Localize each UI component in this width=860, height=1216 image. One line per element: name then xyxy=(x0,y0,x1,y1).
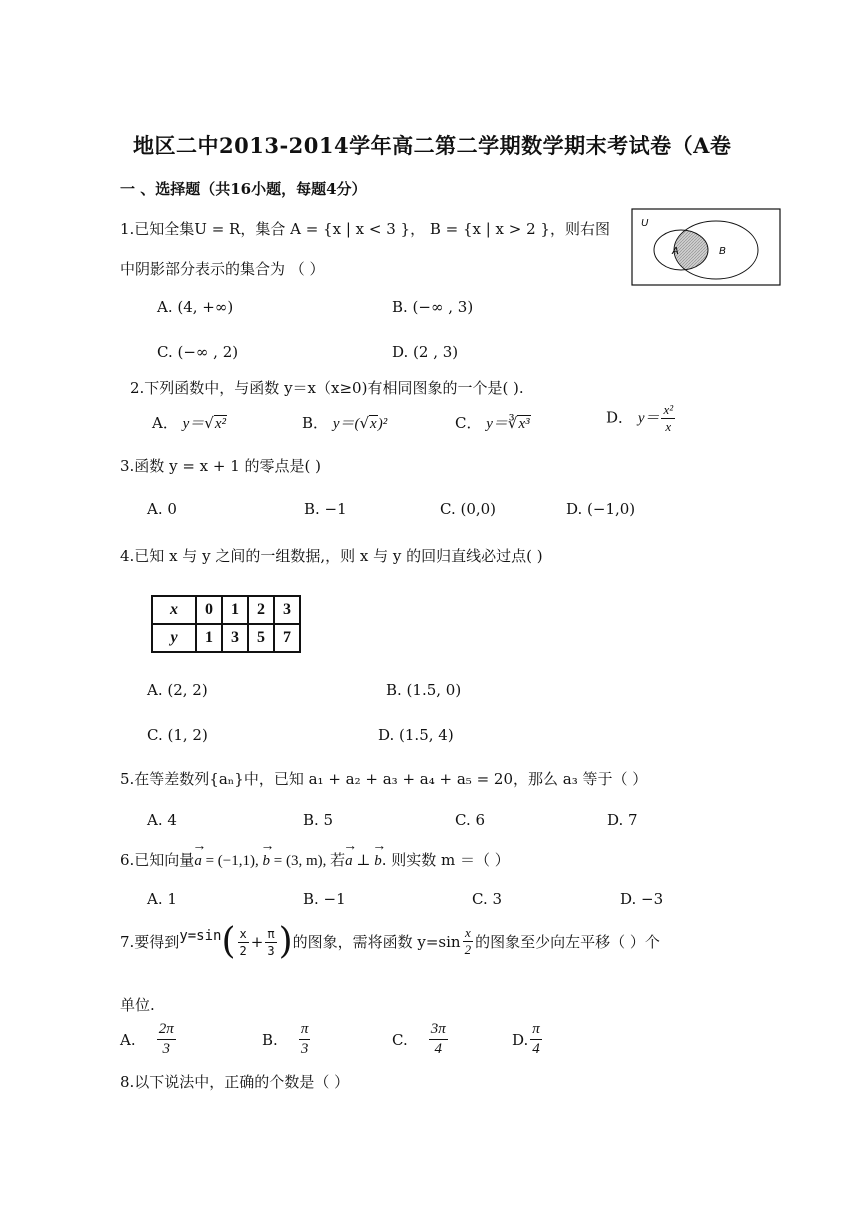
q6-vector-b-value: = (3, m), 若 xyxy=(269,853,346,869)
q7-option-a-denominator: 3 xyxy=(162,1041,170,1057)
question-1-stem-line2: 中阴影部分表示的集合为 （ ） xyxy=(120,260,325,278)
q7-option-d-numerator: π xyxy=(530,1020,542,1040)
q3-option-b: B. −1 xyxy=(304,500,347,518)
q6-stem-suffix: . 则实数 m ＝（ ） xyxy=(381,851,510,869)
q7-option-a-label: A. xyxy=(120,1030,136,1049)
question-2-stem: 2.下列函数中，与函数 y＝x（x≥0)有相同图象的一个是( ). xyxy=(130,379,524,397)
q2-option-b-radicand: x xyxy=(370,416,377,432)
table-cell: 1 xyxy=(196,624,222,652)
q7-option-a-numerator: 2π xyxy=(157,1020,176,1040)
data-table xyxy=(151,595,301,653)
table-cell: 3 xyxy=(274,596,300,624)
q7-stem-middle: 的图象，需将函数 y=sin xyxy=(292,933,461,951)
section-heading: 一 、选择题（共16小题，每题4分） xyxy=(120,180,367,198)
table-cell: 3 xyxy=(222,624,248,652)
q7-frac3-numerator: x xyxy=(464,925,471,940)
q7-option-a xyxy=(120,1020,178,1059)
q1-option-d: D. (2 , 3) xyxy=(392,343,459,361)
q2-option-a: A． y＝√x² xyxy=(152,414,227,432)
q2-option-a-lhs: y＝ xyxy=(182,416,205,432)
q6-vector-b: → b xyxy=(262,853,270,870)
q2-option-b: B． y＝(√x)² xyxy=(302,414,388,432)
table-cell: y xyxy=(152,624,196,652)
q2-option-d-numerator: x² xyxy=(663,402,674,417)
table-cell: x xyxy=(152,596,196,624)
q1-option-a: A. (4, +∞) xyxy=(157,298,234,316)
q2-option-b-lhs: y＝( xyxy=(332,416,360,432)
q6-perpendicular-symbol: ⊥ xyxy=(352,853,375,869)
question-7-stem: 7.要得到 y=sin ( $\frac{x}{2}$ + $\frac{\pi}{3}$ ) 的图象，需将函数 y=sin $\frac{x}{2}$ 的图象至少向左平移（ ）个 xyxy=(120,921,660,962)
q6-vector-b-condition: → b xyxy=(374,853,382,870)
q7-option-d-label: D. xyxy=(512,1030,529,1049)
q5-option-c: C. 6 xyxy=(455,811,486,829)
venn-label-a: A xyxy=(672,246,679,257)
q3-option-d: D. (−1,0) xyxy=(566,500,636,518)
table-cell: 2 xyxy=(248,596,274,624)
data-table-row-x xyxy=(152,596,300,624)
q2-option-d-denominator: x xyxy=(665,419,672,434)
data-table-row-y xyxy=(152,624,300,652)
q7-frac2-denominator: 3 xyxy=(267,943,275,958)
q6-option-c: C. 3 xyxy=(472,890,503,908)
q6-vector-a: → a xyxy=(194,853,202,870)
question-6-stem xyxy=(120,849,510,870)
venn-label-u: U xyxy=(641,218,649,229)
q7-stem-prefix: 7.要得到 xyxy=(120,933,180,951)
q6-vector-a-value: = (−1,1), xyxy=(201,853,263,869)
table-cell: 7 xyxy=(274,624,300,652)
q7-frac1-denominator: 2 xyxy=(239,943,247,958)
q2-option-d xyxy=(606,402,677,435)
q2-option-c-label: C． xyxy=(455,414,482,432)
table-cell: 1 xyxy=(222,596,248,624)
q2-option-b-label: B． xyxy=(302,414,329,432)
question-4-stem: 4.已知 x 与 y 之间的一组数据,，则 x 与 y 的回归直线必过点( ) xyxy=(120,547,543,565)
q7-stem-suffix: 的图象至少向左平移（ ）个 xyxy=(475,933,660,951)
q4-option-b: B. (1.5, 0) xyxy=(386,681,462,699)
q5-option-a: A. 4 xyxy=(147,811,177,829)
q3-option-a: A. 0 xyxy=(147,500,177,518)
q6-option-a: A. 1 xyxy=(147,890,177,908)
q2-option-c xyxy=(455,412,531,433)
q7-option-c-numerator: 3π xyxy=(429,1020,448,1040)
question-7-stem-line2: 单位. xyxy=(120,996,155,1014)
q2-option-c-radicand: x³ xyxy=(518,416,530,432)
q2-option-d-lhs: y＝ xyxy=(637,410,660,427)
question-5-stem: 5.在等差数列{aₙ}中，已知 a₁ + a₂ + a₃ + a₄ + a₅ = 20，那么 a₃ 等于（ ） xyxy=(120,770,648,788)
q1-option-b: B. (−∞ , 3) xyxy=(392,298,474,316)
q7-plus-sign: + xyxy=(250,933,264,951)
q4-option-c: C. (1, 2) xyxy=(147,726,208,744)
q7-option-c-label: C. xyxy=(392,1030,408,1049)
q4-option-d: D. (1.5, 4) xyxy=(378,726,454,744)
q7-option-d-denominator: 4 xyxy=(532,1041,540,1057)
table-cell: 0 xyxy=(196,596,222,624)
q2-option-b-suffix: )² xyxy=(377,416,388,432)
q1-option-c: C. (−∞ , 2) xyxy=(157,343,239,361)
q4-option-a: A. (2, 2) xyxy=(147,681,208,699)
q7-option-b-label: B. xyxy=(262,1030,278,1049)
q5-option-b: B. 5 xyxy=(303,811,334,829)
q7-target-function-name: y=sin xyxy=(179,928,222,944)
venn-label-b: B xyxy=(719,246,726,257)
q7-frac3-denominator: 2 xyxy=(464,942,472,957)
q6-option-b: B. −1 xyxy=(303,890,346,908)
q5-option-d: D. 7 xyxy=(607,811,638,829)
q7-frac1-numerator: x xyxy=(239,926,247,941)
question-3-stem: 3.函数 y = x + 1 的零点是( ) xyxy=(120,457,322,475)
q7-option-b xyxy=(262,1020,312,1059)
q7-option-b-numerator: π xyxy=(299,1020,311,1040)
q7-option-b-denominator: 3 xyxy=(300,1041,309,1057)
q2-option-a-label: A． xyxy=(152,414,178,432)
q6-vector-a-condition: → a xyxy=(345,853,353,870)
q2-option-c-lhs: y＝∛ xyxy=(486,416,518,432)
q7-option-d xyxy=(512,1020,544,1059)
venn-diagram xyxy=(631,208,781,286)
page-title: 地区二中2013-2014学年高二第二学期数学期末考试卷（A卷 xyxy=(133,133,732,158)
q3-option-c: C. (0,0) xyxy=(440,500,497,518)
q6-option-d: D. −3 xyxy=(620,890,664,908)
q2-option-a-radicand: x² xyxy=(214,416,227,432)
question-1-stem-line1: 1.已知全集U = R，集合 A = {x | x < 3 }， B = {x | x > 2 }，则右图 xyxy=(120,220,610,238)
q7-frac2-numerator: π xyxy=(267,926,275,941)
q2-option-d-label: D． xyxy=(606,408,634,427)
q7-option-c-denominator: 4 xyxy=(434,1041,443,1057)
question-8-stem: 8.以下说法中，正确的个数是（ ） xyxy=(120,1073,350,1091)
q7-option-c xyxy=(392,1020,450,1059)
q6-stem-prefix: 6.已知向量 xyxy=(120,851,195,869)
table-cell: 5 xyxy=(248,624,274,652)
